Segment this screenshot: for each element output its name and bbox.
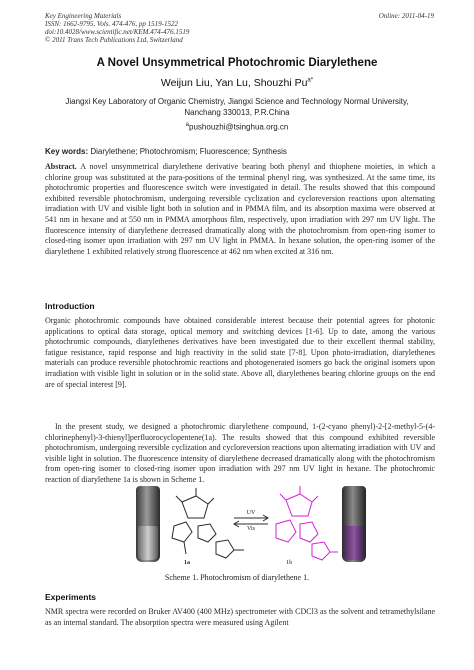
experiments-paragraph: NMR spectra were recorded on Bruker AV400 (400 MHz) spectrometer with CDCl3 as the solvent and tetramethylsilane as an internal standard. The absorption spectra were measured using Agilent [45,607,435,627]
author-marker: a* [307,77,314,84]
abstract [45,162,435,257]
email-line [0,122,474,132]
affiliation [40,96,434,118]
paper-title: A Novel Unsymmetrical Photochromic Diarylethene [96,57,378,69]
closed-ring-structure [276,486,338,560]
online-date: Online: 2011-04-19 [378,12,434,20]
experiments-heading: Experiments [45,592,97,602]
email-marker: a [185,122,190,128]
intro-paragraph-1: Organic photochromic compounds have obtained considerable interest because their potential agrees for photonic applications to optical data storage, optical memory and switching devices [1-6]. Up to date, among the various photochromic compounds, diarylethenes derivatives have been investigated due to their excellent thermal stability, fatigue resistance, rapid response and high reactivity in the solid state [7-8]. Upon photo-irradiation, diarylethenes materials can produce reversible photochromic reactions and photogenerated isomers go back the original isomers upon irradiation with visible light in solution or in the solid state. Above all, diarylethenes bearing chlorine groups on the end are of special interest [9]. [45,316,435,389]
open-ring-structure [172,488,244,558]
journal-name: Key Engineering Materials [45,12,122,20]
authors-text: Weijun Liu, Yan Lu, Shouzhi Pu [160,77,308,89]
keywords-text: Diarylethene; Photochromism; Fluorescence; Synthesis [90,147,287,156]
affiliation-line-1: Jiangxi Key Laboratory of Organic Chemistry, Jiangxi Science and Technology Normal University, [65,97,409,106]
email-address[interactable]: pushouzhi@tsinghua.org.cn [189,122,289,132]
scheme-caption: Scheme 1. Photochromism of diarylethene 1. [164,573,310,582]
compound-1b-label: 1b [286,560,293,566]
doi-line: doi:10.4028/www.scientific.net/KEM.474-476.1519 [45,28,190,36]
intro-paragraph-2: In the present study, we designed a photochromic diarylethene compound, 1-(2-cyano phenyl)-2-[2-methyl-5-(4-chlorinephenyl)-3-thienyl]perfluorocyclopentene(1a). The results showed that this compound exhibited reversible photochromism, undergoing reversible cyclization and cycloreversion reactions upon alternating irradiation with UV and visible light in solution. The fluorescence intensity of diarylethene decreased dramatically along with the photochromism from open-ring isomer to closed-ring isomer upon irradiation with 297 nm UV light in hexane. The photochromic reaction of diarylethene 1a is shown in Scheme 1. [45,422,435,484]
keywords [45,147,287,156]
abstract-text: A novel unsymmetrical diarylethene derivative bearing both phenyl and thiophene moieties, in which a chlorine group was substituted at the para-positions of the terminal phenyl ring, was synthesized. At the same time, its photochromic properties and fluorescence switch were investigated in detail. The results showed that this compound exhibited reversible photochromism, undergoing reversible cyclization and cycloreversion reactions upon alternating irradiation with UV and visible light both in solution and in PMMA film, and its absorption maxima were observed at 541 nm in hexane and at 550 nm in PMMA amorphous film, respectively, upon irradiation with 297 nm UV light. The fluorescence intensity of diarylethene decreased dramatically along with the photochromism from open-ring isomer to closed-ring isomer upon irradiation with 297 nm UV light in PMMA. In hexane solution, the open-ring isomer of the diarylethene 1 exhibited relatively strong fluorescence at 462 nm when excited at 316 nm. [45,162,436,256]
abstract-label: Abstract. [45,162,77,171]
compound-1a-label: 1a [184,560,190,566]
uv-label: UV [246,510,256,516]
scheme-figure [100,482,390,570]
introduction-heading: Introduction [45,301,95,311]
keywords-label: Key words: [45,147,89,156]
journal-header [45,12,189,44]
author-list [0,77,474,89]
copyright-line: © 2011 Trans Tech Publications Ltd, Switzerland [45,36,183,44]
affiliation-line-2: Nanchang 330013, P.R.China [184,108,290,117]
vis-label: Vis [247,526,255,532]
issn-line: ISSN: 1662-9795, Vols. 474-476, pp 1519-1522 [45,20,178,28]
